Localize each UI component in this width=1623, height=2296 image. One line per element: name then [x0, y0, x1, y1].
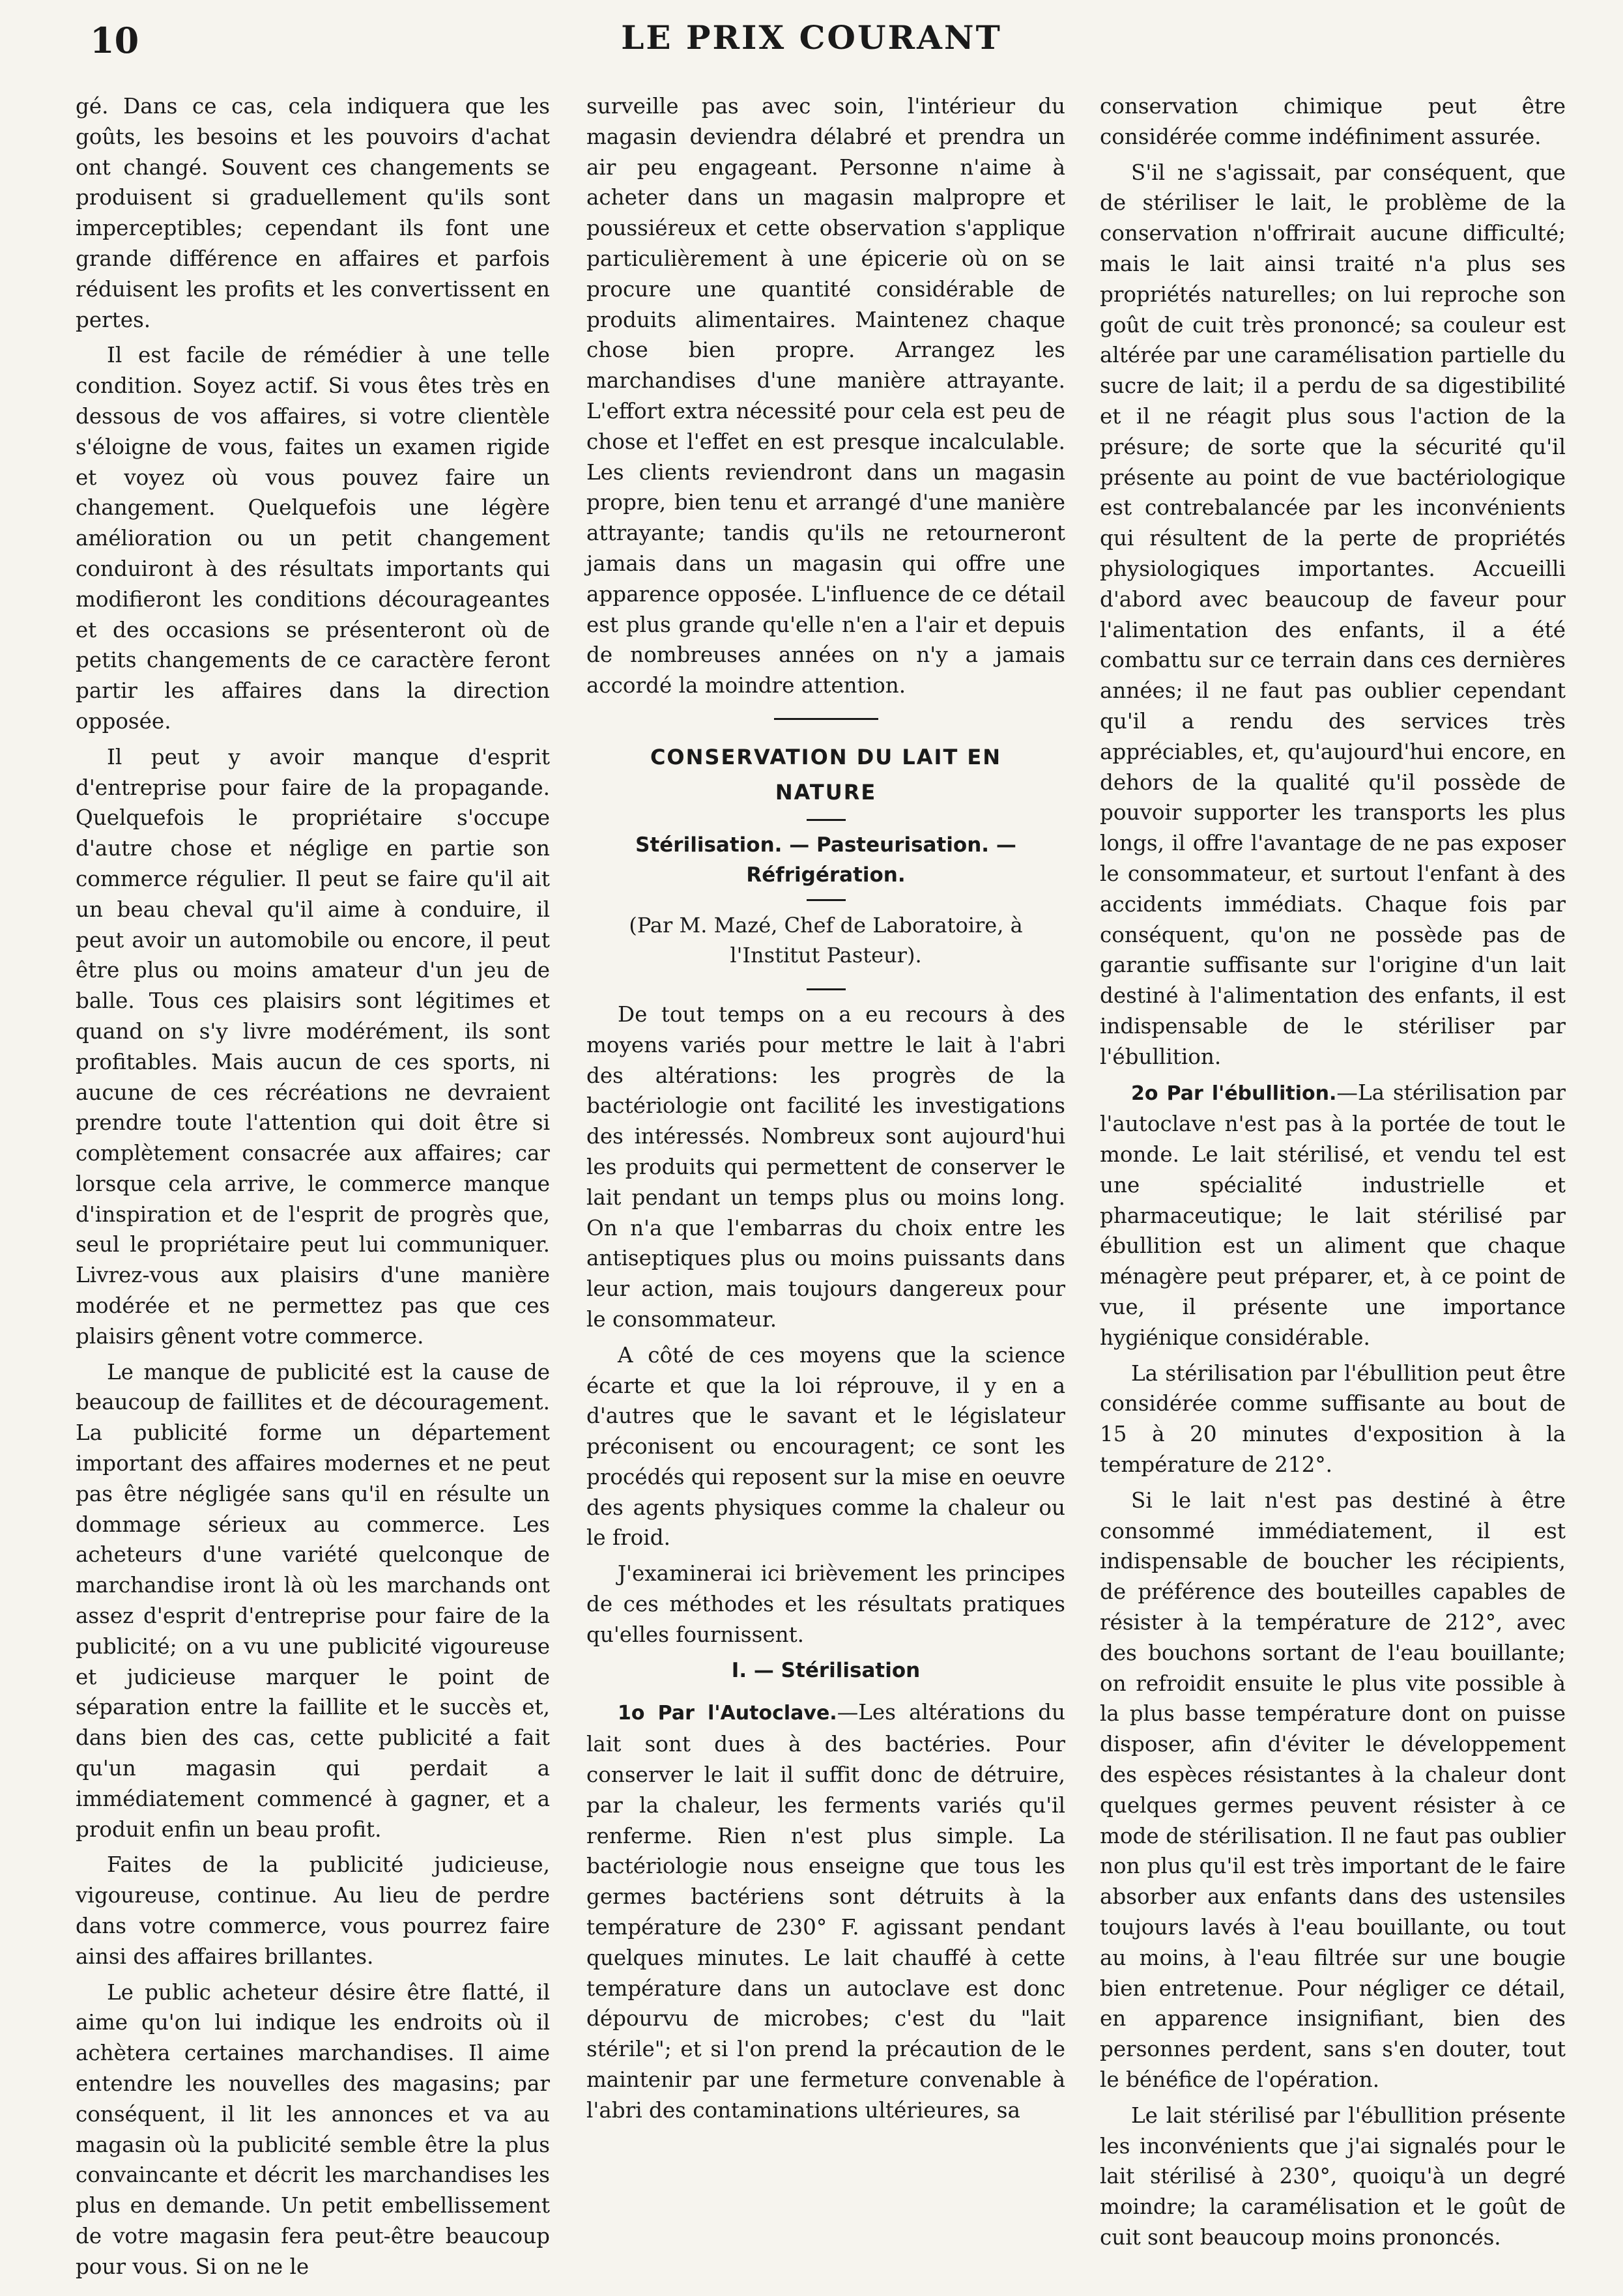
divider: [807, 819, 846, 821]
paragraph: Faites de la publicité judicieuse, vigoureuse, continue. Au lieu de perdre dans votre commerce, vous pourrez faire ainsi des affaires brillantes.: [76, 1852, 550, 1969]
paragraph: Il est facile de rémédier à une telle condition. Soyez actif. Si vous êtes très en dessous de vos affaires, si votre clientèle s'éloigne de vous, faites un examen rigide et voyez où vous pouvez faire un changement. Quelquefois une légère amélioration ou un petit changement conduiront à des résultats importants qui modifieront les conditions décourageantes et des occasions se présenteront où de petits changements de ce caractère feront partir les affaires dans la direction opposée.: [76, 343, 550, 734]
column-1: [76, 91, 550, 2288]
article-byline: (Par M. Mazé, Chef de Laboratoire, à l'Institut Pasteur).: [629, 912, 1023, 968]
paragraph: gé. Dans ce cas, cela indiquera que les goûts, les besoins et les pouvoirs d'achat ont changé. Souvent ces changements se produisent si graduellement qu'ils sont imperceptibles; cependant ils font une grande différence en affaires et parfois réduisent les profits et les convertissent en pertes.: [76, 94, 550, 332]
paragraph: J'examinerai ici brièvement les principes de ces méthodes et les résultats pratiques qu'elles fournissent.: [586, 1561, 1065, 1647]
article-subtitle: Stérilisation. — Pasteurisation. — Réfrigération.: [635, 833, 1016, 887]
divider: [774, 718, 878, 720]
divider: [807, 899, 846, 901]
section-heading: I. — Stérilisation: [731, 1658, 921, 1682]
column-3: [1100, 91, 1566, 2258]
paragraph-text: —Les altérations du lait sont dues à des bactéries. Pour conserver le lait il suffit donc de détruire, par la chaleur, les ferments variés qu'il renferme. Rien n'est plus simple. La bactériologie nous enseigne que tous les germes bactériens sont détruits à la température de 230° F. agissant pendant quelques minutes. Le lait chauffé à cette température dans un autoclave est donc dépourvu de microbes; c'est du "lait stérile"; et si l'on prend la précaution de le maintenir par une fermeture convenable à l'abri des contaminations ultérieures, sa: [586, 1700, 1065, 2123]
paragraph: conservation chimique peut être considérée comme indéfiniment assurée.: [1100, 94, 1566, 149]
running-title: LE PRIX COURANT: [621, 18, 1002, 57]
paragraph: surveille pas avec soin, l'intérieur du magasin deviendra délabré et prendra un air peu engageant. Personne n'aime à acheter dans un magasin malpropre et poussiéreux et cette observation s'applique particulièrement à une épicerie où on se procure une quantité considérable de produits alimentaires. Maintenez chaque chose bien propre. Arrangez les marchandises d'une manière attrayante. L'effort extra nécessité pour cela est peu de chose et l'effet en est presque incalculable. Les clients reviendront dans un magasin propre, bien tenu et arrangé d'une manière attrayante; tandis qu'ils ne retourneront jamais dans un magasin qui offre une apparence opposée. L'influence de ce détail est plus grande qu'elle n'en a l'air et depuis de nombreuses années on n'y a jamais accordé la moindre attention.: [586, 94, 1065, 698]
paragraph: Le public acheteur désire être flatté, il aime qu'on lui indique les endroits où il achètera certaines marchandises. Il aime entendre les nouvelles des magasins; par conséquent, il lit les annonces et va au magasin où la publicité semble être la plus convaincante et décrit les marchandises les plus en demande. Un petit embellissement de votre magasin fera peut-être beaucoup pour vous. Si on ne le: [76, 1979, 550, 2279]
paragraph: Si le lait n'est pas destiné à être consommé immédiatement, il est indispensable de boucher les récipients, de préférence des bouteilles capables de résister à la température de 212°, avec des bouchons sortant de l'eau bouillante; on refroidit ensuite le plus vite possible à la plus basse température dont on puisse disposer, afin d'éviter le développement des espèces résistantes à la chaleur dont quelques germes peuvent résister à ce mode de stérilisation. Il ne faut pas oublier non plus qu'il est très important de le faire absorber aux enfants dans des ustensiles toujours lavés à l'eau bouillante, ou tout au moins, à l'eau filtrée sur une bougie bien entretenue. Pour négliger ce détail, en apparence insignifiant, bien des personnes perdent, sans s'en douter, tout le bénéfice de l'opération.: [1100, 1487, 1566, 2092]
paragraph-text: —La stérilisation par l'autoclave n'est pas à la portée de tout le monde. Le lait stérilisé, et vendu tel est une spécialité industrielle et pharmaceutique; le lait stérilisé par ébullition est un aliment que chaque ménagère peut préparer, et, à ce point de vue, il présente une importance hygiénique considérable.: [1100, 1080, 1566, 1350]
paragraph: S'il ne s'agissait, par conséquent, que de stériliser le lait, le problème de la conservation n'offrirait aucune difficulté; mais le lait ainsi traité n'a plus ses propriétés naturelles; on lui reproche son goût de cuit très prononcé; sa couleur est altérée par une caramélisation partielle du sucre de lait; il a perdu de sa digestibilité et il ne réagit plus sous l'action de la présure; de sorte que la sécurité qu'il présente au point de vue bactériologique est contrebalancée par les inconvénients qui résultent de la perte de propriétés physiologiques importantes. Accueilli d'abord avec beaucoup de faveur pour l'alimentation des enfants, il a été combattu sur ce terrain dans ces dernières années; il ne faut pas oublier cependant qu'il a rendu des services très appréciables, et, qu'aujourd'hui encore, en dehors de la qualité qu'il possède de pouvoir supporter les transports les plus longs, il offre l'avantage de ne pas exposer le consommateur, et surtout l'enfant à des accidents immédiats. Chaque fois par conséquent, qu'on ne possède pas de garantie suffisante sur l'origine d'un lait destiné à l'alimentation des enfants, il est indispensable de le stériliser par l'ébullition.: [1100, 160, 1566, 1069]
article-title: CONSERVATION DU LAIT EN NATURE: [650, 744, 1002, 805]
paragraph: A côté de ces moyens que la science écarte et que la loi réprouve, il y en a d'autres que le savant et le législateur préconisent ou encouragent; ce sont les procédés qui reposent sur la mise en oeuvre des agents physiques comme la chaleur ou le froid.: [586, 1342, 1065, 1551]
paragraph: [586, 1697, 1065, 2125]
run-in-heading: 2o Par l'ébullition.: [1131, 1082, 1337, 1105]
paragraph: Le manque de publicité est la cause de beaucoup de faillites et de découragement. La publicité forme un département important des affaires modernes et ne peut pas être négligée sans qu'il en résulte un dommage sérieux au commerce. Les acheteurs d'une variété quelconque de marchandise iront là où les marchands ont assez d'esprit d'entreprise pour faire de la publicité; on a vu une publicité vigoureuse et judicieuse marquer le point de séparation entre la faillite et le succès et, dans bien des cas, cette publicité a fait qu'un magasin qui perdait a immédiatement commencé à gagner, et a produit enfin un beau profit.: [76, 1359, 550, 1842]
paragraph: Il peut y avoir manque d'esprit d'entreprise pour faire de la propagande. Quelquefois le propriétaire s'occupe d'autre chose et néglige en partie son commerce régulier. Il peut se faire qu'il ait un beau cheval qu'il aime à conduire, il peut avoir un automobile ou encore, il peut être plus ou moins amateur d'un jeu de balle. Tous ces plaisirs sont légitimes et quand on s'y livre modérément, ils sont profitables. Mais aucun de ces sports, ni aucune de ces récréations ne devraient prendre toute l'attention qui doit être si complètement consacrée aux affaires; car lorsque cela arrive, le commerce manque d'inspiration et de l'esprit de progrès que, seul le propriétaire peut lui communiquer. Livrez-vous aux plaisirs d'une manière modérée et ne permettez pas que ces plaisirs gênent votre commerce.: [76, 744, 550, 1349]
page-number: 10: [90, 20, 139, 61]
paragraph: Le lait stérilisé par l'ébullition présente les inconvénients que j'ai signalés pour le lait stérilisé à 230°, quoiqu'à un degré moindre; la caramélisation et le goût de cuit sont beaucoup moins prononcés.: [1100, 2102, 1566, 2250]
run-in-heading: 1o Par l'Autoclave.: [618, 1702, 837, 1725]
paragraph: La stérilisation par l'ébullition peut être considérée comme suffisante au bout de 15 à 20 minutes d'exposition à la température de 212°.: [1100, 1360, 1566, 1478]
paragraph: De tout temps on a eu recours à des moyens variés pour mettre le lait à l'abri des altérations: les progrès de la bactériologie ont facilité les investigations des intéressés. Nombreux sont aujourd'hui les produits qui permettent de conserver le lait pendant un temps plus ou moins long. On n'a que l'embarras du choix entre les antiseptiques plus ou moins puissants dans leur action, mais toujours dangereux pour le consommateur.: [586, 1001, 1065, 1332]
divider: [807, 988, 846, 990]
column-2: [586, 91, 1065, 2131]
paragraph: [1100, 1078, 1566, 1353]
